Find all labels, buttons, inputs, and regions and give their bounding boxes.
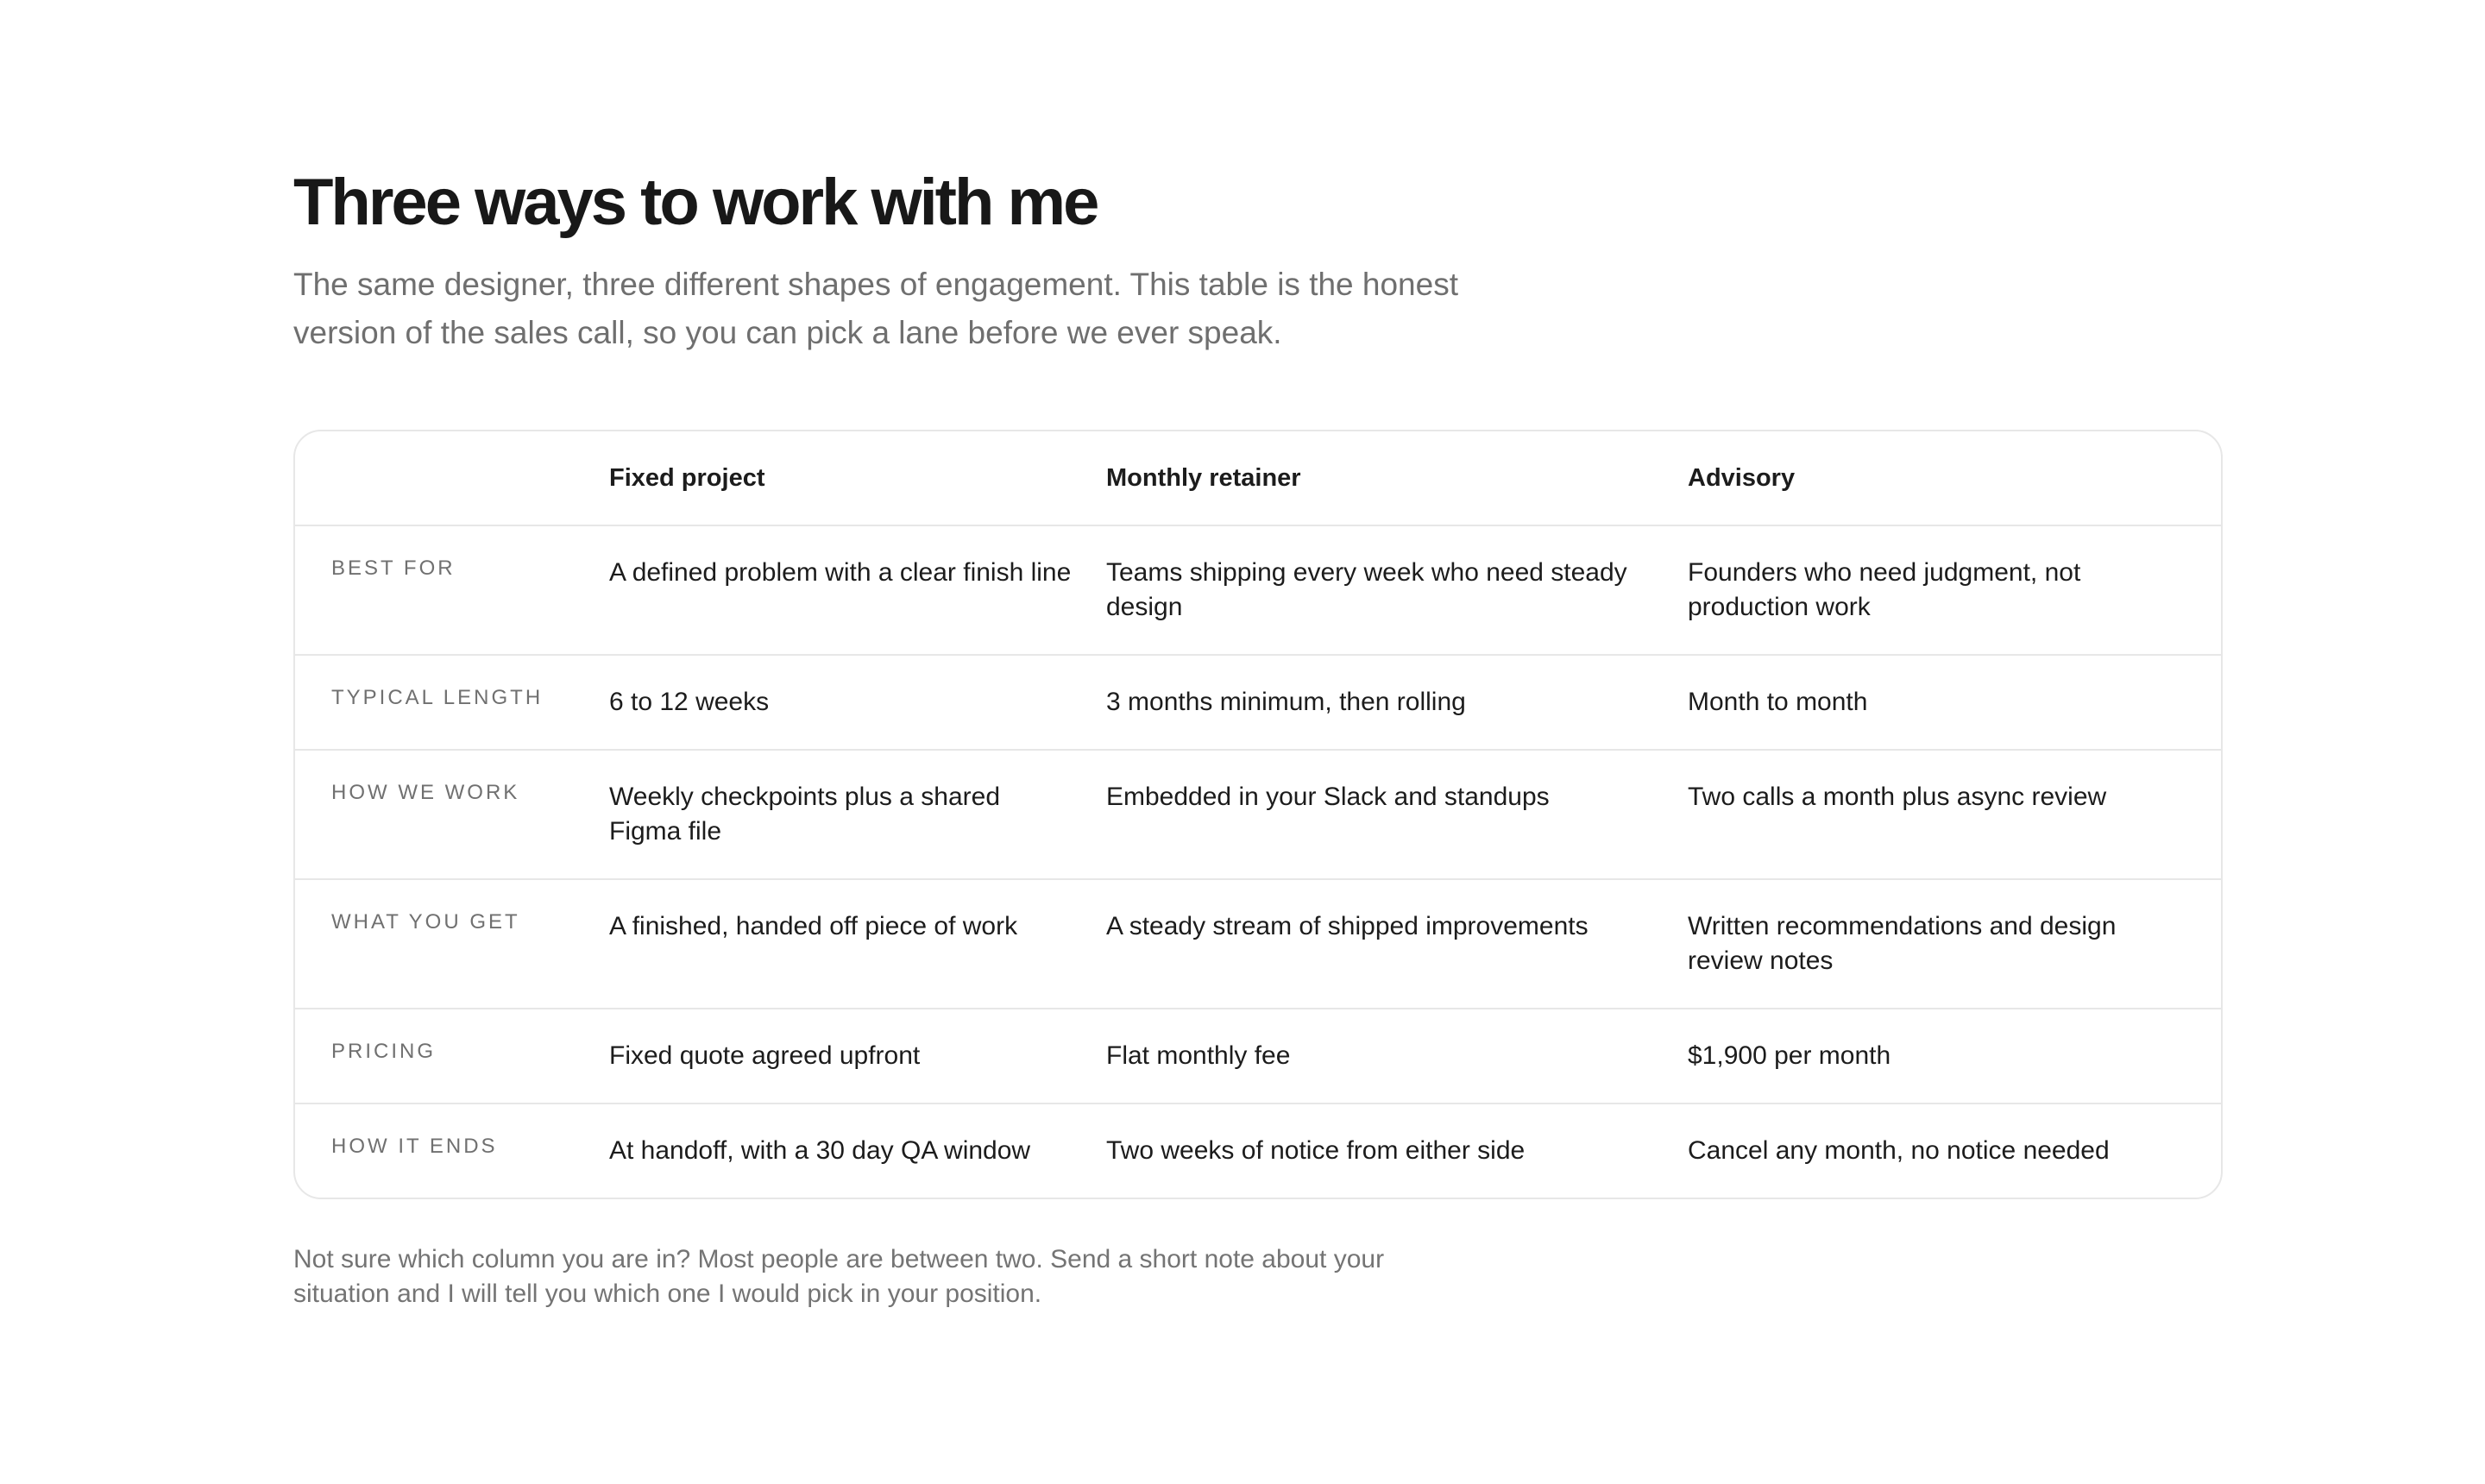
table-cell: Written recommendations and design review notes bbox=[1688, 912, 2117, 975]
table-cell: Teams shipping every week who need steady design bbox=[1106, 558, 1627, 621]
header-cell-advisory: Advisory bbox=[1688, 464, 1796, 492]
table-cell: A defined problem with a clear finish line bbox=[609, 558, 1072, 587]
row-label: WHAT YOU GET bbox=[331, 910, 520, 934]
table-cell: $1,900 per month bbox=[1688, 1041, 1891, 1070]
table-row bbox=[295, 1103, 2221, 1198]
table-cell: Weekly checkpoints plus a shared Figma file bbox=[609, 783, 1001, 846]
row-label: BEST FOR bbox=[331, 556, 456, 580]
table-cell: Flat monthly fee bbox=[1106, 1041, 1291, 1070]
table-cell: Fixed quote agreed upfront bbox=[609, 1041, 921, 1070]
table-cell: A finished, handed off piece of work bbox=[609, 912, 1018, 940]
table-cell: Embedded in your Slack and standups bbox=[1106, 783, 1550, 811]
table-cell: At handoff, with a 30 day QA window bbox=[609, 1136, 1031, 1165]
page-title: Three ways to work with me bbox=[293, 166, 1098, 239]
table-cell: Month to month bbox=[1688, 688, 1868, 716]
row-label: HOW IT ENDS bbox=[331, 1135, 498, 1158]
table-row bbox=[295, 654, 2221, 749]
table-cell: 3 months minimum, then rolling bbox=[1106, 688, 1466, 716]
header-cell-fixed-project: Fixed project bbox=[609, 464, 765, 492]
table-row bbox=[295, 525, 2221, 654]
page-intro: The same designer, three different shapes of engagement. This table is the honest version of the sales call, so you can pick a lane before we ever speak. bbox=[293, 267, 1458, 350]
row-label: PRICING bbox=[331, 1040, 437, 1063]
table-cell: 6 to 12 weeks bbox=[609, 688, 770, 716]
table-row bbox=[295, 878, 2221, 1008]
page bbox=[293, 164, 2226, 1311]
footnote: Not sure which column you are in? Most people are between two. Send a short note about your situation and I will tell you which one I would pick in your position. bbox=[293, 1245, 1385, 1308]
table-cell: Two weeks of notice from either side bbox=[1106, 1136, 1526, 1165]
table-cell: A steady stream of shipped improvements bbox=[1106, 912, 1589, 940]
table-row bbox=[295, 1008, 2221, 1103]
row-label: TYPICAL LENGTH bbox=[331, 686, 544, 709]
comparison-table bbox=[293, 430, 2223, 1199]
table-row bbox=[295, 749, 2221, 878]
row-label: HOW WE WORK bbox=[331, 781, 520, 804]
table-cell: Founders who need judgment, not production work bbox=[1688, 558, 2081, 621]
table-header-row bbox=[295, 431, 2221, 525]
header-cell-monthly-retainer: Monthly retainer bbox=[1106, 464, 1301, 492]
table-cell: Two calls a month plus async review bbox=[1688, 783, 2107, 811]
table-cell: Cancel any month, no notice needed bbox=[1688, 1136, 2110, 1165]
